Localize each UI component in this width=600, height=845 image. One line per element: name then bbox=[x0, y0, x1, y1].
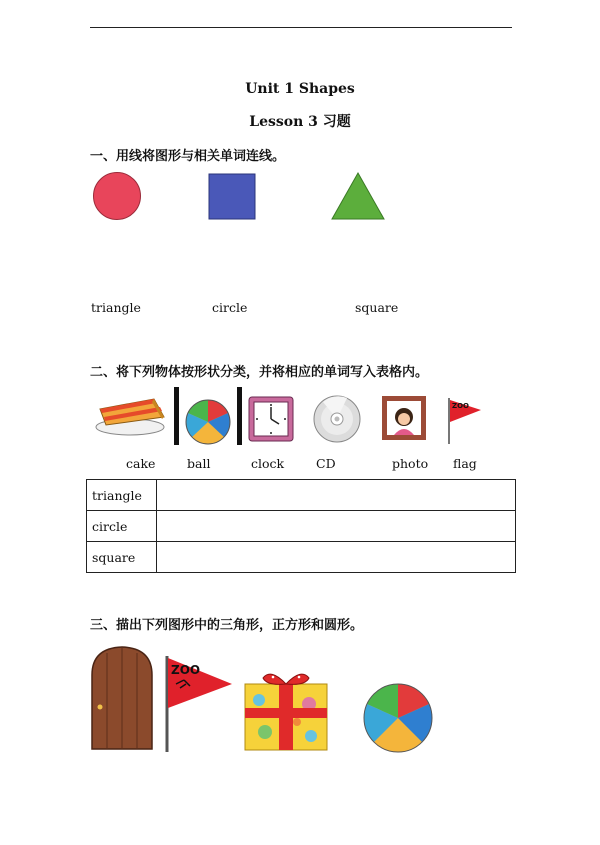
big-ball-picture bbox=[362, 682, 434, 754]
table-row bbox=[87, 511, 516, 542]
divider-bar bbox=[237, 387, 242, 445]
word-square: square bbox=[355, 300, 399, 315]
item-cake: cake bbox=[126, 456, 156, 471]
row-label-triangle: triangle bbox=[87, 480, 157, 511]
row-label-square: square bbox=[87, 542, 157, 573]
cd-picture bbox=[313, 394, 361, 444]
sorting-table bbox=[86, 479, 516, 573]
green-triangle-shape bbox=[330, 171, 386, 221]
flag-zoo-text: ZOO bbox=[452, 402, 469, 410]
row-label-circle: circle bbox=[87, 511, 157, 542]
table-row bbox=[87, 480, 516, 511]
answer-cell-triangle[interactable] bbox=[157, 480, 516, 511]
answer-cell-square[interactable] bbox=[157, 542, 516, 573]
top-rule bbox=[90, 27, 512, 28]
clock-picture bbox=[247, 395, 295, 443]
page-title: Unit 1 Shapes bbox=[245, 81, 355, 97]
page-subtitle: Lesson 3 习题 bbox=[249, 114, 351, 130]
word-circle: circle bbox=[212, 300, 248, 315]
flag-picture bbox=[445, 396, 485, 446]
word-triangle: triangle bbox=[91, 300, 141, 315]
item-clock: clock bbox=[251, 456, 285, 471]
divider-bar bbox=[174, 387, 179, 445]
section3-heading: 三、描出下列图形中的三角形，正方形和圆形。 bbox=[90, 618, 364, 633]
item-ball: ball bbox=[187, 456, 211, 471]
answer-cell-circle[interactable] bbox=[157, 511, 516, 542]
table-row bbox=[87, 542, 516, 573]
red-circle-shape bbox=[92, 170, 142, 222]
door-picture bbox=[89, 645, 155, 751]
ball-picture bbox=[184, 398, 232, 446]
item-flag: flag bbox=[453, 456, 477, 471]
cake-picture bbox=[94, 393, 168, 443]
gift-picture bbox=[243, 668, 329, 752]
zoo-flag-text: ZOO bbox=[171, 663, 201, 677]
zoo-flag-picture bbox=[160, 654, 236, 754]
item-cd: CD bbox=[316, 456, 336, 471]
item-photo: photo bbox=[392, 456, 429, 471]
photo-picture bbox=[381, 395, 427, 441]
section2-heading: 二、将下列物体按形状分类，并将相应的单词写入表格内。 bbox=[90, 365, 429, 380]
blue-square-shape bbox=[208, 173, 258, 221]
section1-heading: 一、用线将图形与相关单词连线。 bbox=[90, 149, 286, 164]
